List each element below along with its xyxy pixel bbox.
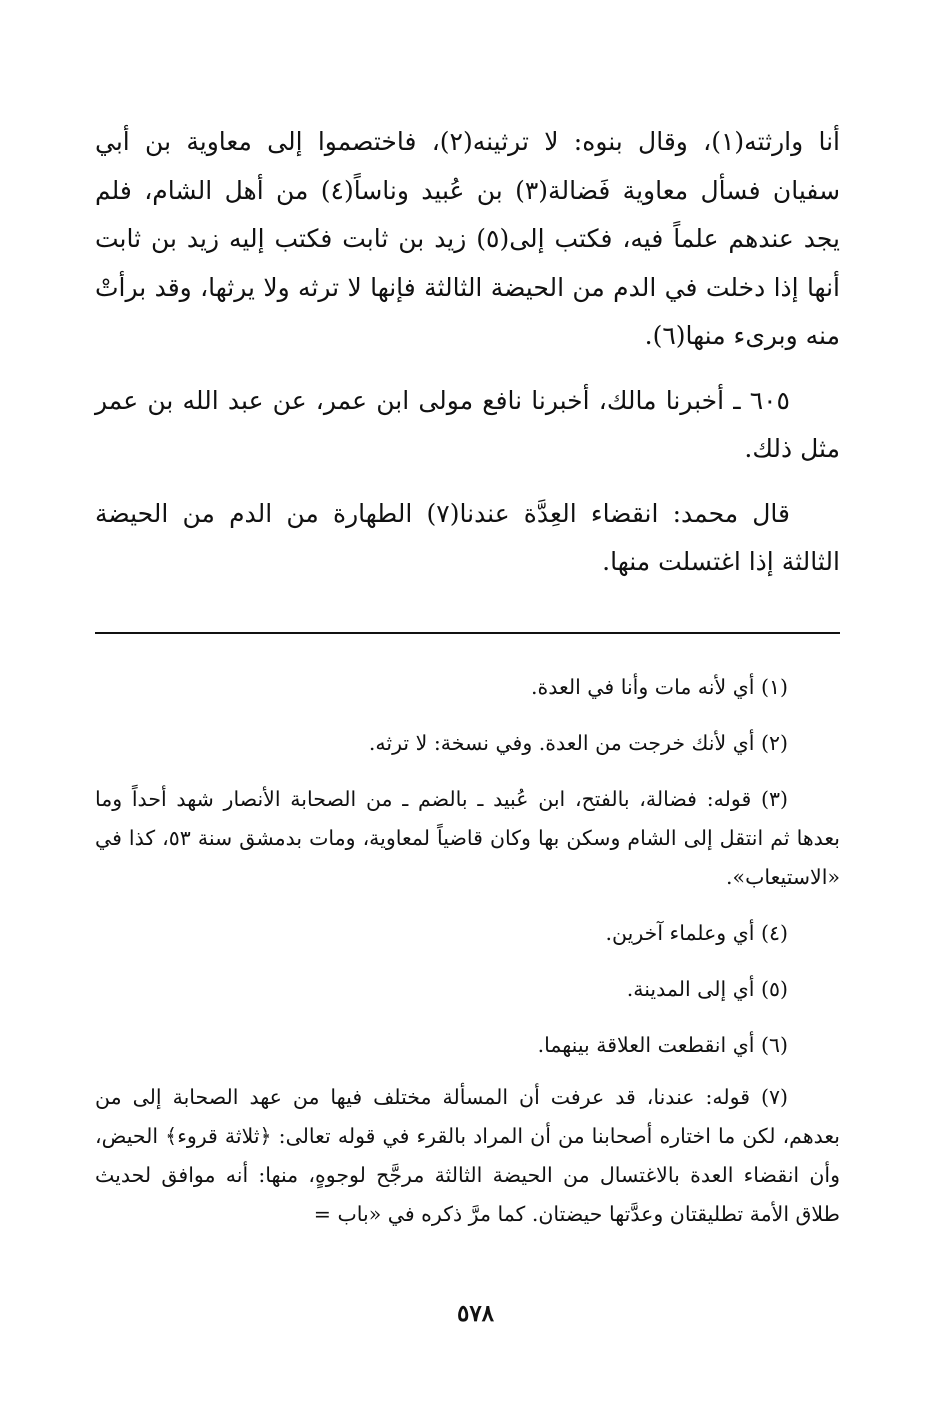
footnote-3: (٣) قوله: فضالة، بالفتح، ابن عُبيد ـ بالضم ـ من الصحابة الأنصار شهد أحداً وما بعدها ثم انتقل إلى الشام وسكن بها وكان قاضياً لمعاوية، ومات بدمشق سنة ٥٣، كذا في «الاستيعاب». [95, 787, 840, 889]
footnotes [95, 668, 840, 1251]
footnote-7: (٧) قوله: عندنا، قد عرفت أن المسألة مختلف فيها من عهد الصحابة إلى من بعدهم، لكن ما اختاره أصحابنا من أن المراد بالقرء في قوله تعالى: ﴿ثلاثة قروء﴾ الحيض، وأن انقضاء العدة بالاغتسال من الحيضة الثالثة مرجَّح لوجوهٍ، منها: أنه موافق لحديث طلاق الأمة تطليقتان وعدَّتها حيضتان. كما مرَّ ذكره في «باب = [95, 1085, 840, 1226]
footnote-divider [95, 632, 840, 634]
footnote-6: (٦) أي انقطعت العلاقة بينهما. [537, 1033, 788, 1057]
footnote-2: (٢) أي لأنك خرجت من العدة. وفي نسخة: لا ترثه. [368, 731, 788, 755]
commentary-paragraph: قال محمد: انقضاء العِدَّة عندنا(٧) الطهارة من الدم من الحيضة الثالثة إذا اغتسلت منها. [95, 498, 840, 576]
footnote-5: (٥) أي إلى المدينة. [626, 977, 788, 1001]
footnote-1: (١) أي لأنه مات وأنا في العدة. [530, 675, 788, 699]
footnote-4: (٤) أي وعلماء آخرين. [605, 921, 788, 945]
main-paragraph: أنا وارثته(١)، وقال بنوه: لا ترثينه(٢)، فاختصموا إلى معاوية بن أبي سفيان فسأل معاوية فَضالة(٣) بن عُبيد وناساً(٤) من أهل الشام، فلم يجد عندهم علماً فيه، فكتب إلى(٥) زيد بن ثابت فكتب إليه زيد بن ثابت أنها إذا دخلت في الدم من الحيضة الثالثة فإنها لا ترثه ولا يرثها، وقد برأتْ منه وبرىء منها(٦). [95, 127, 841, 350]
page-number: ٥٧٨ [456, 1300, 495, 1327]
main-text [95, 118, 840, 587]
hadith-paragraph: ٦٠٥ ـ أخبرنا مالك، أخبرنا نافع مولى ابن عمر، عن عبد الله بن عمر مثل ذلك. [95, 385, 840, 463]
